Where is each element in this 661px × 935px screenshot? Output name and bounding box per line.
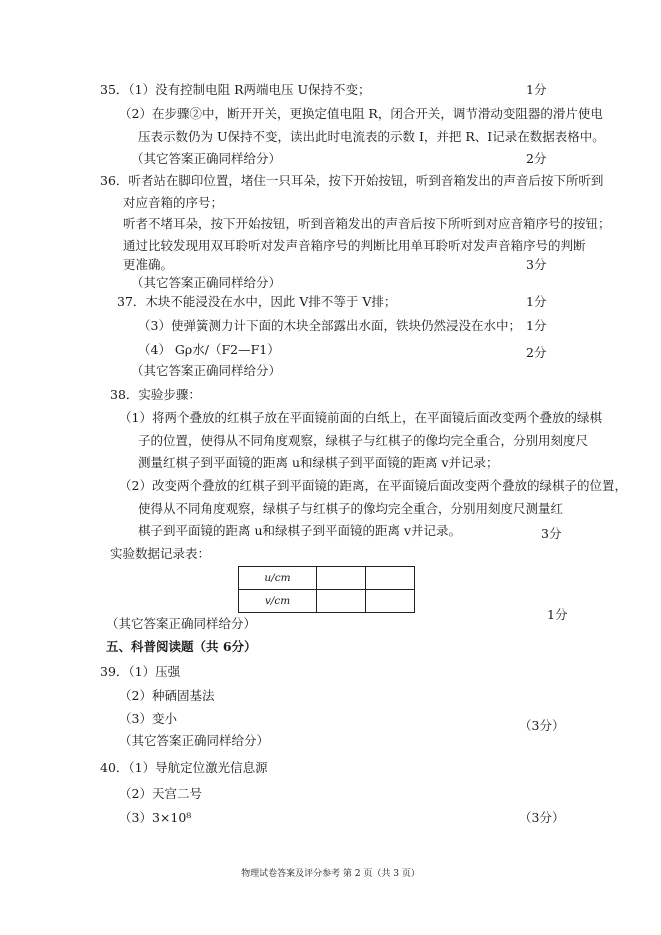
q39-note: （其它答案正确同样给分） xyxy=(119,733,270,748)
q38-score1: 3分 xyxy=(541,526,562,541)
q39-answer2: （2）种硒固基法 xyxy=(119,688,215,703)
q39-answer1: 39．（1）压强 xyxy=(100,664,181,679)
q36-line3: 听者不堵耳朵，按下开始按钮，听到音箱发出的声音后按下所听到对应音箱序号的按钮； xyxy=(123,216,611,231)
q40-score: （3分） xyxy=(519,810,565,825)
q38-note: （其它答案正确同样给分） xyxy=(106,616,257,631)
table-cell-u-label: u/cm xyxy=(239,567,317,590)
q40-answer1: 40．（1）导航定位激光信息源 xyxy=(100,760,268,775)
q38-step1-line3: 测量红棋子到平面镜的距离 u和绿棋子到平面镜的距离 v并记录； xyxy=(138,455,499,470)
q36-line4: 通过比较发现用双耳聆听对发声音箱序号的判断比用单耳聆听对发声音箱序号的判断 xyxy=(123,238,586,253)
q37-score1: 1分 xyxy=(526,294,547,309)
q35-score1: 1分 xyxy=(526,82,547,97)
table-cell xyxy=(317,590,366,613)
q38-table-title: 实验数据记录表： xyxy=(110,546,211,561)
q36-line5: 更准确。 xyxy=(123,257,174,272)
q38-heading: 38．实验步骤： xyxy=(110,387,201,402)
q39-score: （3分） xyxy=(519,718,565,733)
q36-line2: 对应音箱的序号； xyxy=(123,195,224,210)
q37-line3: （4） Gρ水/（F2—F1） xyxy=(138,342,280,357)
q37-line2: （3）使弹簧测力计下面的木块全部露出水面，铁块仍然浸没在水中； xyxy=(138,318,521,333)
table-cell xyxy=(366,590,415,613)
q35-line2: （2）在步骤②中，断开开关，更换定值电阻 R，闭合开关，调节滑动变阻器的滑片使电 xyxy=(119,106,603,121)
q38-step2-line3: 棋子到平面镜的距离 u和绿棋子到平面镜的距离 v并记录。 xyxy=(138,523,462,538)
table-cell xyxy=(366,567,415,590)
q37-line1: 37．木块不能浸没在水中，因此 V排不等于 V排； xyxy=(117,294,397,309)
q37-score3: 2分 xyxy=(526,345,547,360)
q40-answer3: （3）3×10⁸ xyxy=(119,810,192,825)
q36-note: （其它答案正确同样给分） xyxy=(131,275,282,290)
table-cell-v-label: v/cm xyxy=(239,590,317,613)
q38-step1-line2: 子的位置，使得从不同角度观察，绿棋子与红棋子的像均完全重合，分别用刻度尺 xyxy=(138,433,589,448)
table-cell xyxy=(317,567,366,590)
table-row xyxy=(239,590,415,613)
q36-score: 3分 xyxy=(526,257,547,272)
page-footer: 物理试卷答案及评分参考 第 2 页（共 3 页） xyxy=(241,869,420,879)
table-row xyxy=(239,567,415,590)
q35-line3: 压表示数仍为 U保持不变，读出此时电流表的示数 I，并把 R、I记录在数据表格中。 xyxy=(138,129,605,144)
q38-step2-line2: 使得从不同角度观察，绿棋子与红棋子的像均完全重合，分别用刻度尺测量红 xyxy=(138,501,564,516)
q35-line1: 35．（1）没有控制电阻 R两端电压 U保持不变； xyxy=(100,82,371,97)
q36-line1: 36．听者站在脚印位置，堵住一只耳朵，按下开始按钮，听到音箱发出的声音后按下所听到 xyxy=(100,173,604,188)
section5-title: 五、科普阅读题（共 6分） xyxy=(106,639,257,654)
q35-note: （其它答案正确同样给分） xyxy=(131,151,282,166)
q40-answer2: （2）天宫二号 xyxy=(119,786,202,801)
q35-score2: 2分 xyxy=(526,151,547,166)
record-table xyxy=(238,566,415,613)
q38-score2: 1分 xyxy=(547,607,568,622)
q38-step1-line1: （1）将两个叠放的红棋子放在平面镜前面的白纸上，在平面镜后面改变两个叠放的绿棋 xyxy=(119,410,602,425)
q38-step2-line1: （2）改变两个叠放的红棋子到平面镜的距离，在平面镜后面改变两个叠放的绿棋子的位置， xyxy=(119,478,627,493)
q37-note: （其它答案正确同样给分） xyxy=(131,363,282,378)
q37-score2: 1分 xyxy=(526,318,547,333)
q39-answer3: （3）变小 xyxy=(119,711,177,726)
